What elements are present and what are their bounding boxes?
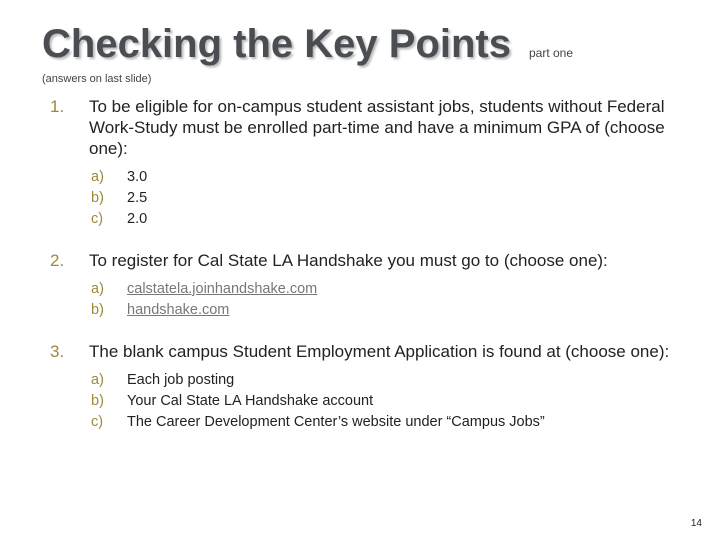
option-letter: b) <box>91 393 104 409</box>
option <box>91 300 690 321</box>
option <box>91 370 690 391</box>
option-text: Each job posting <box>127 372 235 388</box>
question-number: 2. <box>50 251 65 270</box>
option-letter: a) <box>91 169 104 185</box>
slide-subtitle: part one <box>528 46 574 60</box>
question-number: 1. <box>50 97 65 116</box>
option-letter: a) <box>91 281 104 297</box>
option-text: The Career Development Center’s website under “Campus Jobs” <box>127 414 545 430</box>
option <box>91 167 690 188</box>
option <box>91 209 690 230</box>
option <box>91 279 690 300</box>
option-letter: a) <box>91 372 104 388</box>
question-text: The blank campus Student Employment Application is found at (choose one): <box>89 342 670 361</box>
option-text: 3.0 <box>127 169 148 185</box>
option-text: Your Cal State LA Handshake account <box>127 393 374 409</box>
answers-note: (answers on last slide) <box>42 73 152 85</box>
handshake-link-a[interactable]: calstatela.joinhandshake.com <box>127 281 318 297</box>
question-3 <box>50 341 690 433</box>
option <box>91 391 690 412</box>
question-list <box>50 96 690 433</box>
option <box>91 188 690 209</box>
handshake-link-b[interactable]: handshake.com <box>127 302 230 318</box>
option-text: 2.0 <box>127 211 148 227</box>
option-letter: c) <box>91 414 104 430</box>
question-text: To be eligible for on-campus student assistant jobs, students without Federal Work-Study must be enrolled part-time and have a minimum GPA of (choose one): <box>89 97 665 158</box>
option-text: 2.5 <box>127 190 148 206</box>
question-number: 3. <box>50 342 65 361</box>
option <box>91 412 690 433</box>
question-2 <box>50 250 690 321</box>
question-1 <box>50 96 690 230</box>
question-text: To register for Cal State LA Handshake you must go to (choose one): <box>89 251 608 270</box>
slide-title: Checking the Key Points <box>42 22 511 66</box>
option-letter: b) <box>91 302 104 318</box>
page-number: 14 <box>690 518 702 529</box>
slide-header <box>42 20 573 68</box>
option-letter: b) <box>91 190 104 206</box>
option-letter: c) <box>91 211 104 227</box>
